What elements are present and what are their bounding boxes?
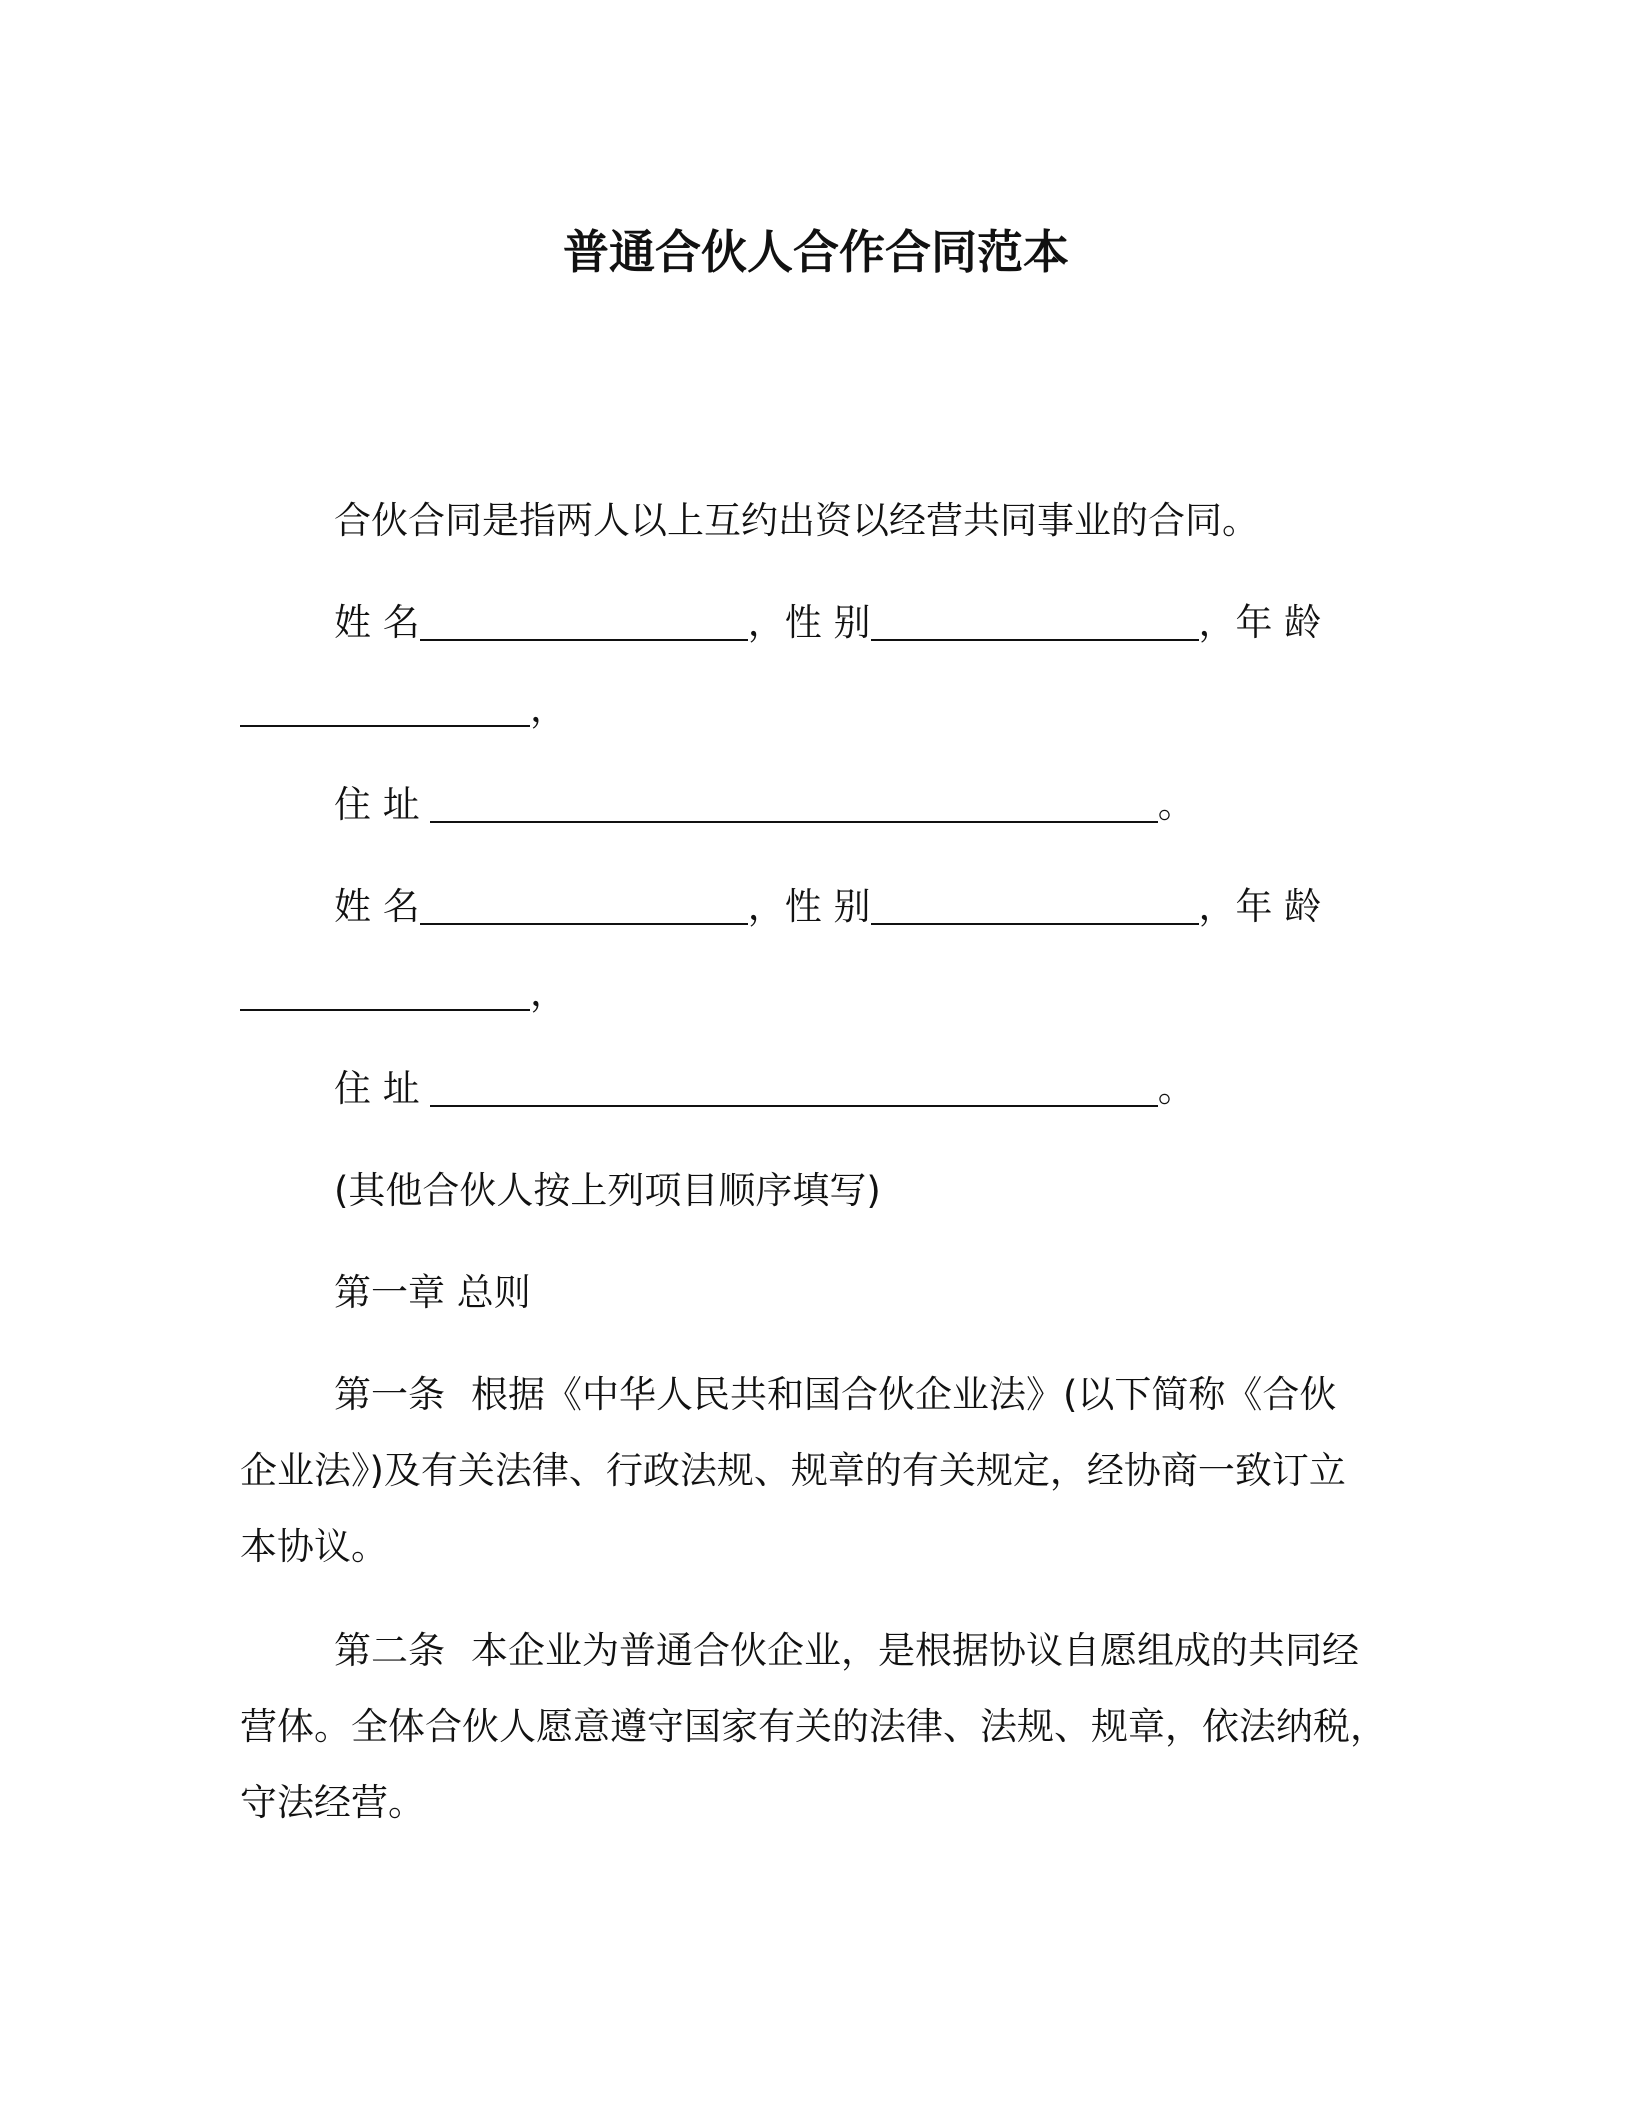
intro-paragraph: 合伙合同是指两人以上互约出资以经营共同事业的合同。	[334, 499, 1259, 542]
gender-label: ，性 别	[747, 885, 871, 928]
gender-label: ，性 别	[747, 601, 871, 644]
partner-note: (其他合伙人按上列项目顺序填写)	[334, 1169, 881, 1212]
article-2-number: 第二条	[334, 1629, 445, 1672]
article-1-line-3: 本协议。	[240, 1525, 388, 1568]
partner-1-address-line: 住 址 。	[334, 783, 1195, 826]
age-label: ，年 龄	[1198, 601, 1322, 644]
partner-1-age-line: ，	[240, 684, 1380, 734]
age-blank	[240, 969, 530, 1011]
article-1-number: 第一条	[334, 1373, 445, 1416]
article-2-line-3: 守法经营。	[240, 1781, 425, 1824]
name-blank	[420, 599, 748, 641]
name-label: 姓 名	[334, 601, 420, 644]
partner-1-line	[334, 598, 1474, 648]
address-blank	[430, 1065, 1158, 1107]
address-blank	[430, 781, 1158, 823]
article-1-line-1: 第一条 根据《中华人民共和国合伙企业法》(以下简称《合伙	[334, 1373, 1337, 1416]
article-1-line-2: 企业法》)及有关法律、行政法规、规章的有关规定，经协商一致订立	[240, 1449, 1346, 1492]
article-2-line-2: 营体。全体合伙人愿意遵守国家有关的法律、法规、规章，依法纳税，	[240, 1705, 1387, 1748]
partner-2-age-line: ，	[240, 968, 1380, 1018]
document-title: 普通合伙人合作合同范本	[563, 225, 1069, 279]
name-label: 姓 名	[334, 885, 420, 928]
chapter-heading: 第一章 总则	[334, 1271, 531, 1314]
address-label: 住 址	[334, 783, 420, 826]
age-blank	[240, 685, 530, 727]
article-2-line-1: 第二条 本企业为普通合伙企业，是根据协议自愿组成的共同经	[334, 1629, 1359, 1672]
gender-blank	[871, 599, 1199, 641]
address-label: 住 址	[334, 1067, 420, 1110]
gender-blank	[871, 883, 1199, 925]
name-blank	[420, 883, 748, 925]
partner-2-address-line: 住 址 。	[334, 1067, 1195, 1110]
partner-2-line	[334, 882, 1474, 932]
age-label: ，年 龄	[1198, 885, 1322, 928]
